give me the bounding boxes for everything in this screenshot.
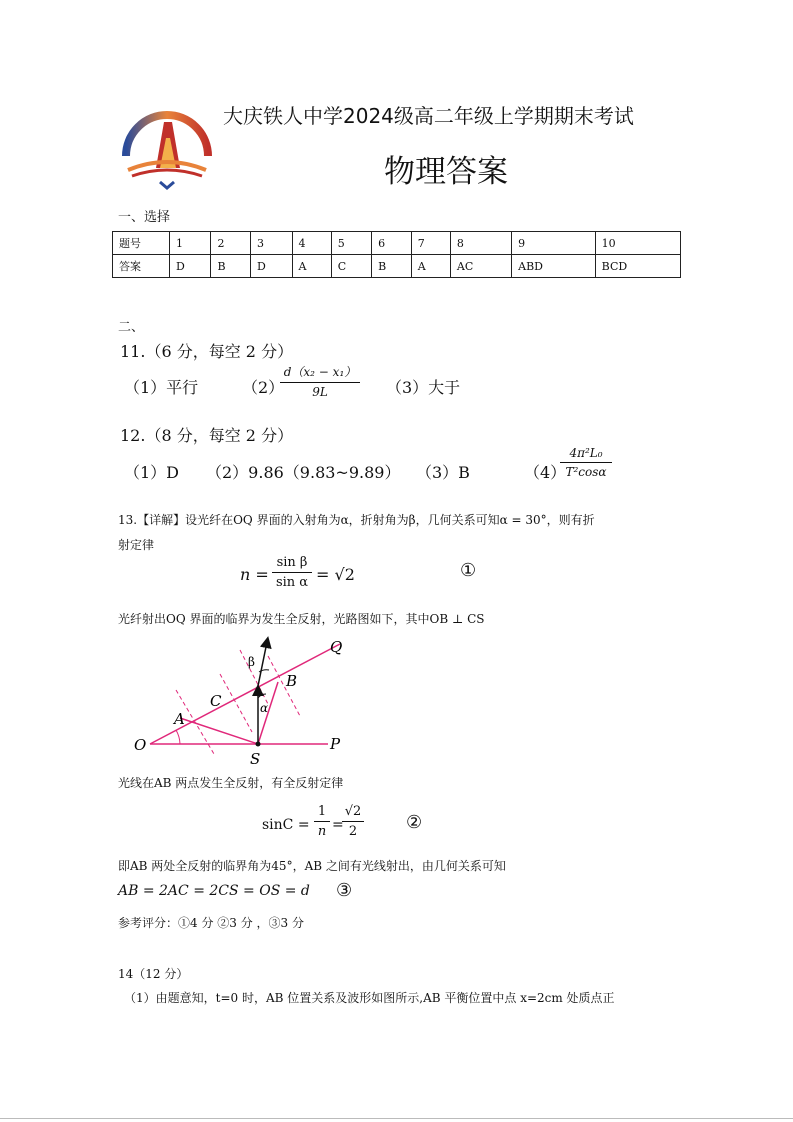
- q11-part1: （1）平行: [124, 378, 199, 397]
- q14-heading: 14（12 分）: [118, 967, 189, 981]
- table-cell: 7: [411, 232, 450, 255]
- q11-fraction: [280, 363, 360, 399]
- q13-eq2-num2: √2: [344, 804, 362, 819]
- q12-part3: （3）B: [416, 463, 470, 482]
- table-header-cell: 答案: [113, 255, 170, 278]
- table-cell: B: [372, 255, 412, 278]
- q13-eq2-fraction1: [314, 804, 330, 839]
- q12-fraction-numerator: 4π²L₀: [569, 446, 603, 460]
- q13-eq2-lhs: sinC =: [262, 817, 310, 833]
- q13-line2: 射定律: [118, 538, 155, 552]
- q11-part3: （3）大于: [386, 378, 461, 397]
- ray-sa: [180, 718, 258, 744]
- q11-heading: 11.（6 分，每空 2 分）: [120, 342, 294, 361]
- q13-eq1-lhs: n =: [240, 565, 269, 584]
- q13-eq1-rhs: = √2: [316, 565, 355, 584]
- q12-part1: （1）D: [124, 463, 180, 482]
- table-cell: ABD: [512, 255, 596, 278]
- q11-fraction-numerator: d（x₂ − x₁）: [283, 365, 357, 379]
- q12-part4-label: （4）: [524, 463, 567, 482]
- table-cell: A: [411, 255, 450, 278]
- ray-refracted: [258, 642, 267, 686]
- q13-eq2-equals: =: [332, 817, 344, 833]
- table-cell: 8: [450, 232, 511, 255]
- q13-eq1-fraction: [272, 555, 312, 590]
- label-a: A: [174, 710, 185, 728]
- table-cell: A: [292, 255, 331, 278]
- table-header-cell: 题号: [113, 232, 170, 255]
- q13-eq2-fraction2: [342, 804, 364, 839]
- label-p: P: [330, 735, 341, 753]
- table-cell: 9: [512, 232, 596, 255]
- label-b: B: [286, 672, 298, 690]
- optical-fiber-diagram: [128, 632, 368, 766]
- table-cell: 4: [292, 232, 331, 255]
- point-s: [256, 742, 261, 747]
- q13-line3: 光纤射出OQ 界面的临界为发生全反射，光路图如下，其中OB ⊥ CS: [118, 612, 485, 626]
- q13-line4: 光线在AB 两点发生全反射，有全反射定律: [118, 776, 344, 790]
- q12-heading: 12.（8 分，每空 2 分）: [120, 426, 294, 445]
- label-alpha: α: [260, 701, 269, 715]
- table-cell: C: [331, 255, 371, 278]
- school-exam-title: 大庆铁人中学2024级高二年级上学期期末考试: [223, 104, 634, 128]
- table-cell: 10: [595, 232, 680, 255]
- q13-line5: 即AB 两处全反射的临界角为45°，AB 之间有光线射出，由几何关系可知: [118, 859, 506, 873]
- normal-c: [220, 674, 252, 732]
- school-logo: [120, 104, 214, 190]
- label-o: O: [134, 736, 147, 754]
- q13-line1: 13.【详解】设光纤在OQ 界面的入射角为α，折射角为β，几何关系可知α = 30°，则有折: [118, 513, 595, 527]
- table-row-numbers: [113, 232, 681, 255]
- q13-eq2-den2: 2: [342, 821, 364, 839]
- angle-alpha-arc: [258, 694, 266, 698]
- label-c: C: [210, 692, 222, 710]
- q13-eq1-numerator: sin β: [276, 555, 308, 570]
- q12-fraction-denominator: T²cosα: [560, 462, 612, 479]
- table-cell: D: [170, 255, 211, 278]
- page-bottom-rule: [0, 1118, 793, 1119]
- label-s: S: [250, 750, 261, 766]
- table-cell: 1: [170, 232, 211, 255]
- table-cell: B: [211, 255, 251, 278]
- label-beta: β: [248, 655, 255, 669]
- table-cell: BCD: [595, 255, 680, 278]
- q13-eq1-denominator: sin α: [272, 572, 312, 590]
- label-q: Q: [330, 638, 343, 656]
- section-choice-label: 一、选择: [118, 210, 171, 225]
- q14-line1: （1）由题意知，t=0 时，AB 位置关系及波形如图所示,AB 平衡位置中点 x=2cm 处质点正: [124, 991, 615, 1005]
- q13-eq2-num1: 1: [317, 804, 327, 819]
- q13-mark2: ②: [406, 812, 423, 833]
- table-cell: AC: [450, 255, 511, 278]
- q13-mark1: ①: [460, 560, 477, 581]
- q11-part2-label: （2）: [242, 378, 285, 397]
- table-cell: D: [251, 255, 292, 278]
- table-cell: 6: [372, 232, 412, 255]
- table-cell: 2: [211, 232, 251, 255]
- table-cell: 5: [331, 232, 371, 255]
- section-two-label: 二、: [118, 320, 145, 335]
- table-cell: 3: [251, 232, 292, 255]
- q11-fraction-denominator: 9L: [280, 382, 360, 399]
- q13-scoring: 参考评分：①4 分 ②3 分 ，③3 分: [118, 916, 304, 930]
- q13-eq2-den1: n: [314, 821, 330, 839]
- q13-mark3: ③: [336, 880, 353, 901]
- q12-fraction: [560, 446, 612, 479]
- angle-o-arc: [176, 730, 180, 744]
- q13-eq3: AB = 2AC = 2CS = OS = d: [118, 883, 310, 899]
- page-title: 物理答案: [384, 154, 508, 190]
- table-row-answers: [113, 255, 681, 278]
- q12-part2: （2）9.86（9.83~9.89）: [206, 463, 401, 482]
- answer-table: [112, 231, 681, 278]
